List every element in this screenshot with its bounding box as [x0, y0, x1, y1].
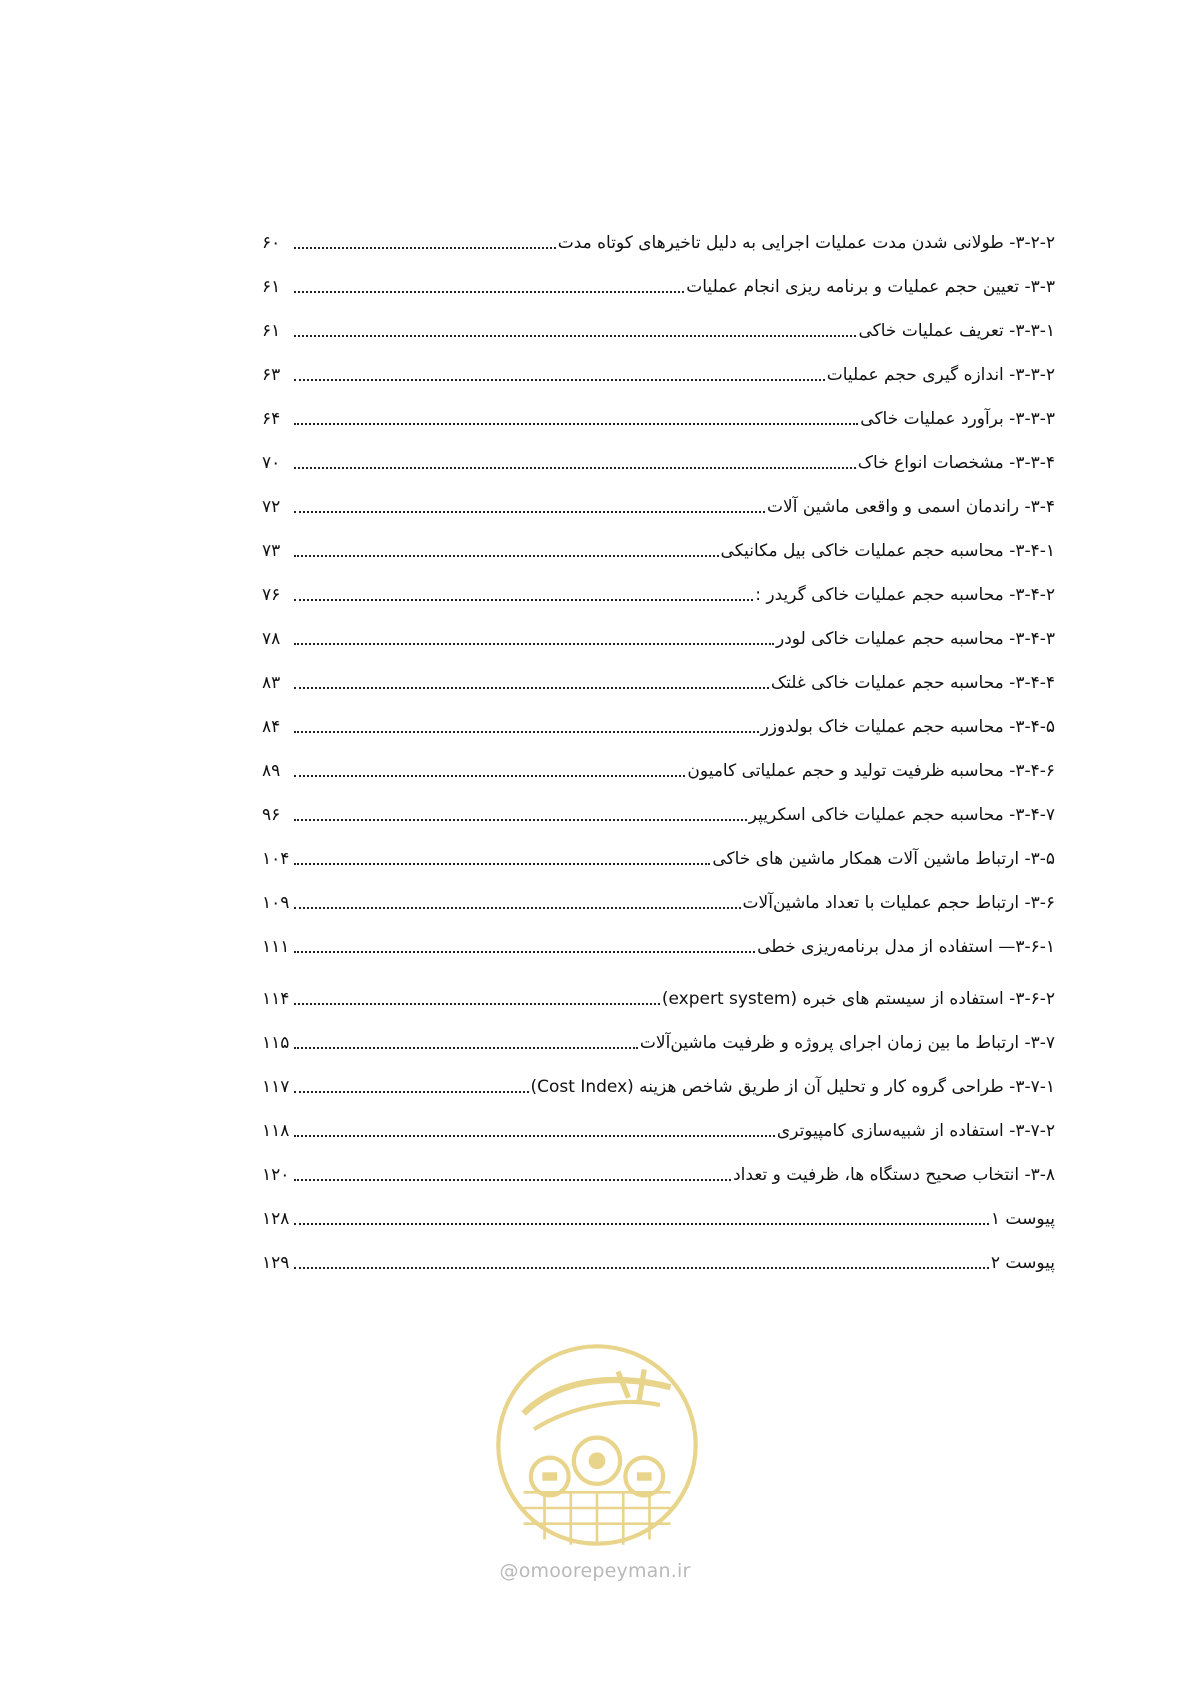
toc-leader-dots	[294, 511, 765, 513]
toc-entry[interactable]	[262, 695, 1055, 739]
toc-entry-page: ۱۲۰	[262, 1165, 290, 1185]
toc-leader-dots	[294, 731, 759, 733]
toc-entry[interactable]	[262, 651, 1055, 695]
toc-entry-title: ۳-۶- ارتباط حجم عملیات با تعداد ماشین‌آلات	[742, 893, 1055, 913]
toc-entry[interactable]	[262, 1055, 1055, 1099]
toc-entry[interactable]	[262, 299, 1055, 343]
toc-leader-dots	[294, 1267, 989, 1269]
toc-entry-page: ۸۹	[262, 761, 281, 781]
toc-leader-dots	[294, 1179, 731, 1181]
toc-entry-title: ۳-۲-۲- طولانی شدن مدت عملیات اجرایی به دلیل تاخیرهای کوتاه مدت	[557, 233, 1055, 253]
toc-entry-title: ۳-۴- راندمان اسمی و واقعی ماشین آلات	[767, 497, 1055, 517]
toc-leader-dots	[294, 379, 825, 381]
toc-entry-title: ۳-۸- انتخاب صحیح دستگاه ها، ظرفیت و تعداد	[733, 1165, 1055, 1185]
toc-entry-title: ۳-۴-۳- محاسبه حجم عملیات خاکی لودر	[776, 629, 1055, 649]
toc-entry[interactable]	[262, 959, 1055, 1011]
toc-leader-dots	[294, 1047, 638, 1049]
toc-entry-page: ۷۶	[262, 585, 281, 605]
toc-entry[interactable]	[262, 1231, 1055, 1275]
toc-entry-title: پیوست ۱	[990, 1209, 1055, 1229]
toc-entry-title: ۳-۷-۲- استفاده از شبیه‌سازی کامپیوتری	[776, 1121, 1055, 1141]
toc-entry-title: ۳-۶-۱— استفاده از مدل برنامه‌ریزی خطی	[757, 937, 1055, 957]
toc-entry[interactable]	[262, 387, 1055, 431]
toc-entry-page: ۱۲۸	[262, 1209, 290, 1229]
toc-leader-dots	[294, 775, 685, 777]
toc-entry-title: ۳-۵- ارتباط ماشین آلات همکار ماشین های خاکی	[712, 849, 1055, 869]
toc-entry[interactable]	[262, 431, 1055, 475]
toc-leader-dots	[294, 599, 753, 601]
toc-leader-dots	[294, 555, 719, 557]
toc-entry[interactable]	[262, 1099, 1055, 1143]
toc-entry-page: ۶۱	[262, 321, 281, 341]
toc-entry-title: ۳-۳- تعیین حجم عملیات و برنامه ریزی انجام عملیات	[686, 277, 1055, 297]
toc-leader-dots	[294, 819, 747, 821]
watermark-logo	[492, 1340, 702, 1550]
toc-leader-dots	[294, 247, 556, 249]
toc-entry-page: ۱۲۹	[262, 1253, 290, 1273]
toc-entry-page: ۶۳	[262, 365, 281, 385]
toc-entry[interactable]	[262, 1143, 1055, 1187]
toc-entry-page: ۶۴	[262, 409, 281, 429]
toc-leader-dots	[294, 1003, 660, 1005]
toc-entry-title: ۳-۴-۵- محاسبه حجم عملیات خاک بولدوزر	[760, 717, 1055, 737]
toc-leader-dots	[294, 1091, 529, 1093]
toc-entry[interactable]	[262, 255, 1055, 299]
toc-entry-page: ۱۱۸	[262, 1121, 290, 1141]
toc-entry[interactable]	[262, 871, 1055, 915]
toc-leader-dots	[294, 643, 774, 645]
toc-entry[interactable]	[262, 607, 1055, 651]
toc-entry-title: ۳-۳-۳- برآورد عملیات خاکی	[860, 409, 1055, 429]
toc-entry-title: ۳-۴-۲- محاسبه حجم عملیات خاکی گریدر :	[755, 585, 1055, 605]
toc-entry-page: ۷۲	[262, 497, 281, 517]
toc-entry[interactable]	[262, 475, 1055, 519]
toc-leader-dots	[294, 863, 710, 865]
toc-entry[interactable]	[262, 915, 1055, 959]
table-of-contents	[262, 211, 1055, 1275]
toc-entry[interactable]	[262, 1187, 1055, 1231]
toc-entry-title: ۳-۴-۶- محاسبه ظرفیت تولید و حجم عملیاتی کامیون	[687, 761, 1055, 781]
toc-leader-dots	[294, 1135, 775, 1137]
toc-entry[interactable]	[262, 211, 1055, 255]
toc-entry-title: ۳-۴-۷- محاسبه حجم عملیات خاکی اسکریپر	[748, 805, 1055, 825]
toc-leader-dots	[294, 951, 755, 953]
toc-leader-dots	[294, 907, 741, 909]
toc-entry-page: ۶۰	[262, 233, 281, 253]
toc-leader-dots	[294, 687, 769, 689]
toc-entry[interactable]	[262, 519, 1055, 563]
toc-entry-page: ۱۱۷	[262, 1077, 290, 1097]
toc-entry[interactable]	[262, 1011, 1055, 1055]
toc-entry-page: ۱۰۹	[262, 893, 290, 913]
toc-entry-title: ۳-۴-۱- محاسبه حجم عملیات خاکی بیل مکانیکی	[720, 541, 1055, 561]
toc-leader-dots	[294, 1223, 989, 1225]
toc-entry-page: ۱۱۴	[262, 989, 290, 1009]
toc-leader-dots	[294, 423, 858, 425]
toc-entry-title: پیوست ۲	[990, 1253, 1055, 1273]
toc-entry-page: ۷۸	[262, 629, 281, 649]
toc-entry-page: ۱۱۱	[262, 937, 290, 957]
toc-leader-dots	[294, 335, 856, 337]
toc-entry-page: ۸۳	[262, 673, 281, 693]
toc-leader-dots	[294, 467, 856, 469]
toc-entry-page: ۱۰۴	[262, 849, 290, 869]
toc-entry-page: ۷۳	[262, 541, 281, 561]
toc-entry-page: ۶۱	[262, 277, 281, 297]
toc-leader-dots	[294, 291, 684, 293]
toc-entry-title: ۳-۷- ارتباط ما بین زمان اجرای پروژه و ظرفیت ماشین‌آلات	[639, 1033, 1055, 1053]
toc-entry[interactable]	[262, 783, 1055, 827]
toc-entry-title: ۳-۳-۴- مشخصات انواع خاک	[857, 453, 1055, 473]
toc-entry-title: ۳-۳-۱- تعریف عملیات خاکی	[858, 321, 1055, 341]
toc-entry[interactable]	[262, 739, 1055, 783]
watermark-logo-icon	[492, 1340, 702, 1550]
toc-entry-page: ۱۱۵	[262, 1033, 290, 1053]
toc-entry-title: ۳-۷-۱- طراحی گروه کار و تحلیل آن از طریق شاخص هزینه (Cost Index)	[530, 1077, 1055, 1097]
watermark-url: @omoorepeyman.ir	[499, 1560, 691, 1582]
toc-entry-page: ۸۴	[262, 717, 281, 737]
toc-entry[interactable]	[262, 343, 1055, 387]
toc-entry[interactable]	[262, 563, 1055, 607]
toc-entry-title: ۳-۳-۲- اندازه گیری حجم عملیات	[826, 365, 1055, 385]
toc-entry-page: ۷۰	[262, 453, 281, 473]
toc-entry-title: ۳-۴-۴- محاسبه حجم عملیات خاکی غلتک	[770, 673, 1055, 693]
toc-entry-title: ۳-۶-۲- استفاده از سیستم های خبره (expert system)	[661, 989, 1055, 1009]
toc-entry-page: ۹۶	[262, 805, 281, 825]
toc-entry[interactable]	[262, 827, 1055, 871]
